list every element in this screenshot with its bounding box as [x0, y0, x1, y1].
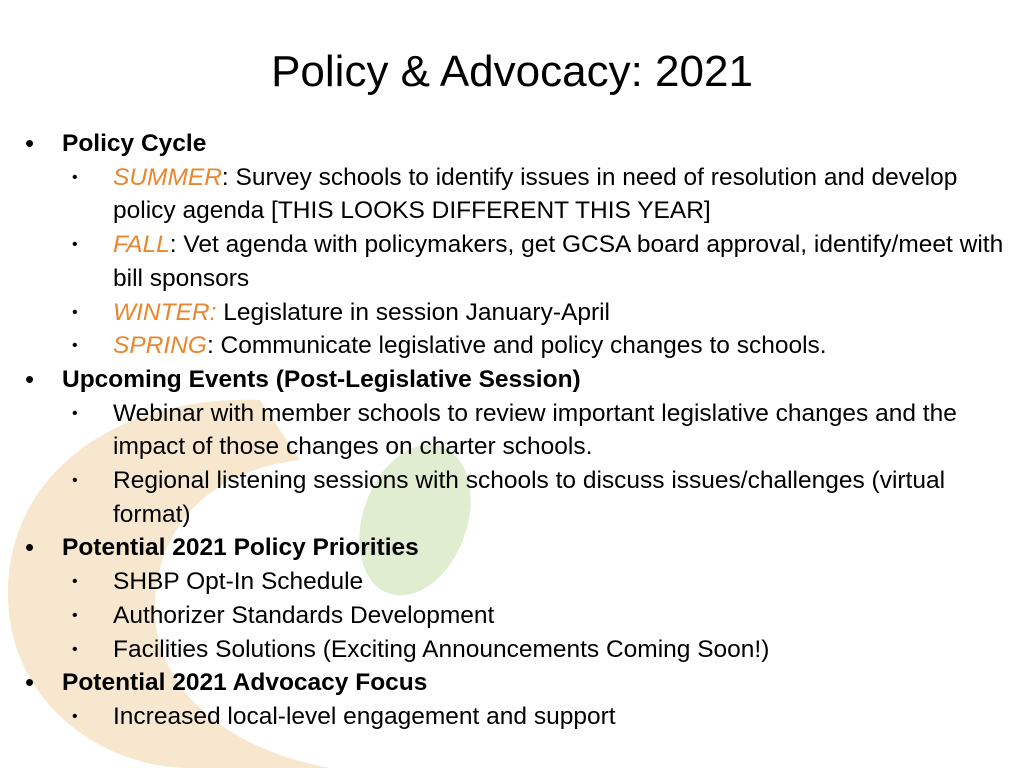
list-item — [22, 464, 1012, 531]
season-label: SUMMER — [113, 163, 222, 191]
section-heading-text: Potential 2021 Advocacy Focus — [62, 669, 428, 697]
slide-title: Policy & Advocacy: 2021 — [271, 47, 753, 96]
section-heading — [22, 531, 1012, 565]
season-label: FALL — [113, 231, 170, 259]
bullet-icon: • — [72, 236, 78, 254]
bullet-icon: • — [72, 640, 78, 658]
list-item — [22, 329, 1012, 363]
bullet-icon: • — [72, 337, 78, 355]
bullet-icon: • — [72, 606, 78, 624]
bullet-icon: • — [72, 573, 78, 591]
bullet-icon: • — [72, 404, 78, 422]
season-separator: : — [221, 163, 229, 191]
section-heading-text: Upcoming Events (Post-Legislative Session) — [62, 365, 581, 393]
section-heading — [22, 127, 1012, 161]
season-label: SPRING — [113, 332, 207, 360]
bullet-icon: • — [25, 667, 35, 698]
list-item — [22, 633, 1012, 667]
season-label: WINTER: — [113, 298, 217, 326]
list-item-text: Legislature in session January-April — [216, 298, 610, 326]
list-item — [22, 228, 1012, 295]
bullet-icon: • — [72, 303, 78, 321]
bullet-icon: • — [25, 128, 35, 158]
season-separator: : — [206, 332, 214, 360]
list-item-text: SHBP Opt-In Schedule — [113, 568, 364, 596]
section-heading-text: Policy Cycle — [62, 130, 207, 157]
bullet-icon: • — [72, 472, 78, 490]
list-item — [22, 565, 1012, 599]
list-item — [22, 700, 1012, 734]
section-heading — [22, 666, 1012, 700]
bullet-icon: • — [72, 168, 78, 186]
bullet-list — [22, 127, 1012, 734]
section-heading-text: Potential 2021 Policy Priorities — [62, 534, 419, 562]
list-item — [22, 599, 1012, 633]
bullet-icon: • — [25, 363, 35, 394]
list-item — [22, 161, 1012, 228]
list-item-text: Survey schools to identify issues in need of resolution and develop policy agenda [THIS LOOKS DIFFERENT THIS YEAR] — [113, 163, 958, 225]
bullet-icon: • — [25, 532, 35, 563]
bullet-icon: • — [72, 707, 78, 725]
list-item — [22, 296, 1012, 330]
list-item-text: Communicate legislative and policy changes to schools. — [213, 332, 827, 360]
list-item-text: Facilities Solutions (Exciting Announcements Coming Soon!) — [113, 635, 770, 663]
list-item-text: Increased local-level engagement and support — [113, 702, 616, 730]
list-item-text: Authorizer Standards Development — [113, 601, 495, 629]
list-item-text: Webinar with member schools to review important legislative changes and the impact of those changes on charter schools. — [113, 399, 957, 461]
list-item — [22, 397, 1012, 464]
list-item-text: Vet agenda with policymakers, get GCSA board approval, identify/meet with bill sponsors — [113, 231, 1004, 292]
list-item-text: Regional listening sessions with schools to discuss issues/challenges (virtual format) — [113, 467, 946, 528]
section-heading — [22, 363, 1012, 397]
season-separator: : — [169, 231, 177, 259]
